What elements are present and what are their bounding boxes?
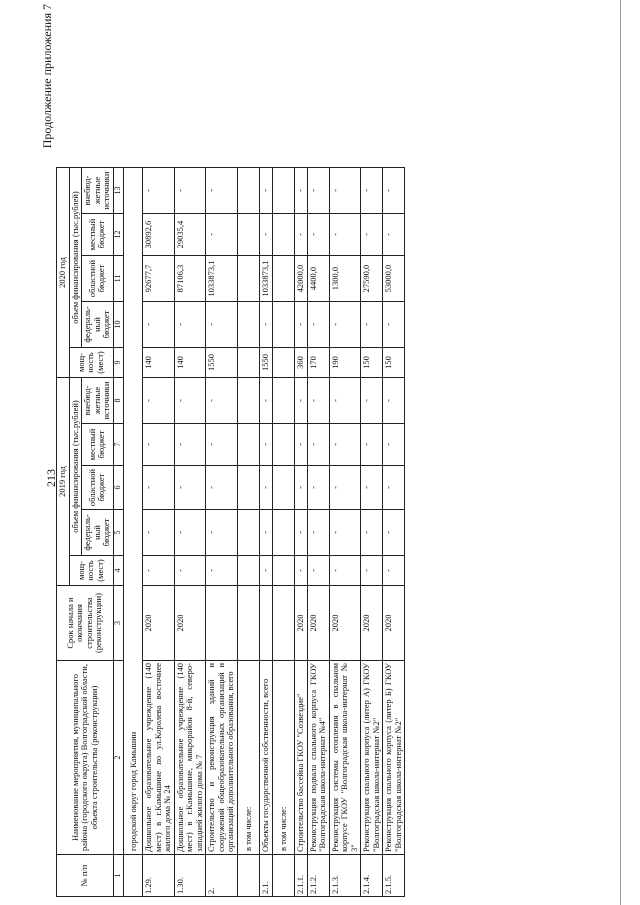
value-cell-period: 2020	[383, 586, 405, 661]
value-cell-f19: -	[260, 510, 273, 556]
value-cell-l20: 29035,4	[174, 214, 206, 256]
row-number: 2.1.4.	[361, 855, 383, 897]
value-cell-l20: -	[361, 214, 383, 256]
value-cell-cap19: -	[295, 556, 308, 586]
value-cell-l20: -	[206, 214, 238, 256]
empty-cell	[272, 586, 295, 661]
value-cell-r19: -	[295, 466, 308, 510]
empty-cell	[272, 256, 295, 302]
value-cell-e20: -	[329, 168, 361, 214]
header-no: № п/п	[57, 855, 114, 897]
value-cell-e19: -	[383, 378, 405, 424]
header-year-2019: 2019 год	[57, 378, 70, 586]
header-regional-2020: областной бюджет	[82, 256, 114, 302]
value-cell-cap19: -	[143, 556, 175, 586]
value-cell-period: 2020	[295, 586, 308, 661]
value-cell-r20: 27590,0	[361, 256, 383, 302]
value-cell-e20: -	[143, 168, 175, 214]
empty-cell	[237, 586, 260, 661]
value-cell-period	[206, 586, 238, 661]
header-regional-2019: областной бюджет	[82, 466, 114, 510]
empty-cell	[237, 466, 260, 510]
value-cell-l20: -	[307, 214, 329, 256]
value-cell-e20: -	[260, 168, 273, 214]
continuation-heading: Продолжение приложения 7	[40, 4, 54, 149]
value-cell-e20: -	[206, 168, 238, 214]
empty-cell	[237, 214, 260, 256]
empty-cell	[272, 168, 295, 214]
value-cell-r19: -	[260, 466, 273, 510]
value-cell-cap20: 170	[307, 348, 329, 378]
value-cell-cap19: -	[206, 556, 238, 586]
table-row	[174, 168, 206, 897]
value-cell-cap20: 150	[383, 348, 405, 378]
row-number: 1.30.	[174, 855, 206, 897]
value-cell-l20: 30892,6	[143, 214, 175, 256]
object-name: Реконструкция системы отопления в спальном корпусе ГКОУ "Волгоградская школа-интернат № 3"	[329, 661, 361, 855]
value-cell-cap19: -	[329, 556, 361, 586]
value-cell-f20: -	[361, 302, 383, 348]
value-cell-r19: -	[174, 466, 206, 510]
row-number: 2.1.3.	[329, 855, 361, 897]
table-body	[123, 168, 405, 897]
value-cell-cap19: -	[383, 556, 405, 586]
header-extra-2019: внебюд-жетные источники	[82, 378, 114, 424]
table-row	[143, 168, 175, 897]
value-cell-e19: -	[307, 378, 329, 424]
value-cell-period: 2020	[307, 586, 329, 661]
header-financing-2019: объем финансирования (тыс.рублей)	[69, 378, 82, 556]
header-financing-2020: объем финансирования (тыс.рублей)	[69, 168, 82, 348]
value-cell-r20: 92677,7	[143, 256, 175, 302]
subheading-label: в том числе:	[272, 661, 295, 855]
empty-cell	[237, 510, 260, 556]
value-cell-e20: -	[174, 168, 206, 214]
page-number: 213	[44, 469, 58, 487]
column-index-cell: 5	[113, 510, 123, 556]
column-index-cell: 13	[113, 168, 123, 214]
value-cell-cap19: -	[361, 556, 383, 586]
value-cell-f19: -	[295, 510, 308, 556]
value-cell-e19: -	[206, 378, 238, 424]
value-cell-l20: -	[383, 214, 405, 256]
empty-cell	[272, 378, 295, 424]
column-index-cell: 4	[113, 556, 123, 586]
object-name: Объекты государственной собственности, всего	[260, 661, 273, 855]
value-cell-cap20: 1550	[206, 348, 238, 378]
value-cell-cap20: 360	[295, 348, 308, 378]
page-edge-rule	[620, 0, 621, 905]
value-cell-f20: -	[329, 302, 361, 348]
row-number-cell	[237, 855, 260, 897]
value-cell-e20: -	[361, 168, 383, 214]
empty-cell	[272, 348, 295, 378]
empty-cell	[237, 256, 260, 302]
table-row	[307, 168, 329, 897]
value-cell-f20: -	[143, 302, 175, 348]
section-spacer-cell	[123, 855, 143, 897]
table-row	[206, 168, 238, 897]
value-cell-r19: -	[361, 466, 383, 510]
column-index-cell: 8	[113, 378, 123, 424]
value-cell-l20: -	[295, 214, 308, 256]
row-number: 2.	[206, 855, 238, 897]
column-index-cell: 12	[113, 214, 123, 256]
object-name: Дошкольное образовательное учреждение (140 мест) в г.Камышине, микрорайон 8-й, северо-западней жилого дома № 7	[174, 661, 206, 855]
value-cell-l19: -	[174, 424, 206, 466]
value-cell-l19: -	[295, 424, 308, 466]
column-index-cell: 1	[113, 855, 123, 897]
empty-cell	[237, 424, 260, 466]
value-cell-f19: -	[329, 510, 361, 556]
value-cell-period: 2020	[361, 586, 383, 661]
value-cell-l19: -	[206, 424, 238, 466]
column-index-cell: 10	[113, 302, 123, 348]
empty-cell	[272, 214, 295, 256]
value-cell-period	[260, 586, 273, 661]
value-cell-l19: -	[361, 424, 383, 466]
value-cell-f20: -	[383, 302, 405, 348]
value-cell-f20: -	[295, 302, 308, 348]
value-cell-cap20: 1550	[260, 348, 273, 378]
header-local-2020: местный бюджет	[82, 214, 114, 256]
value-cell-e20: -	[383, 168, 405, 214]
table-row	[383, 168, 405, 897]
value-cell-f19: -	[383, 510, 405, 556]
value-cell-l20: -	[329, 214, 361, 256]
row-number: 2.1.2.	[307, 855, 329, 897]
table-row	[260, 168, 273, 897]
column-index-cell: 6	[113, 466, 123, 510]
value-cell-f20: -	[174, 302, 206, 348]
empty-cell	[272, 510, 295, 556]
value-cell-e20: -	[295, 168, 308, 214]
value-cell-l19: -	[329, 424, 361, 466]
value-cell-e19: -	[361, 378, 383, 424]
value-cell-f19: -	[307, 510, 329, 556]
header-name: Наименование мероприятия, муниципального района (городского округа) Волгоградской области, объекта строительства (реконструкции)	[57, 661, 114, 855]
value-cell-r19: -	[329, 466, 361, 510]
section-title: городской округ город Камышин	[123, 168, 143, 855]
value-cell-cap20: 140	[174, 348, 206, 378]
table-row	[361, 168, 383, 897]
value-cell-r20: 4400,0	[307, 256, 329, 302]
empty-cell	[237, 302, 260, 348]
value-cell-e19: -	[295, 378, 308, 424]
value-cell-r20: 87106,3	[174, 256, 206, 302]
header-capacity-2019: мощ-ность (мест)	[69, 556, 113, 586]
value-cell-e20: -	[307, 168, 329, 214]
value-cell-r20: 1033873,1	[206, 256, 238, 302]
value-cell-period: 2020	[329, 586, 361, 661]
column-index-row	[113, 168, 123, 897]
header-federal-2019: федераль-ный бюджет	[82, 510, 114, 556]
value-cell-cap19: -	[174, 556, 206, 586]
value-cell-f20: -	[260, 302, 273, 348]
row-number: 1.29.	[143, 855, 175, 897]
column-index-cell: 7	[113, 424, 123, 466]
object-name: Реконструкция спального корпуса (литер А) ГКОУ "Волгоградская школа-интернат №2"	[361, 661, 383, 855]
object-name: Реконструкция подвала спального корпуса ГКОУ "Волгоградская школа-интернат №4"	[307, 661, 329, 855]
object-name: Реконструкция спального корпуса (литер Б) ГКОУ "Волгоградская школа-интернат №2"	[383, 661, 405, 855]
value-cell-cap19: -	[307, 556, 329, 586]
object-name: Дошкольное образовательное учреждение (140 мест) в г.Камышине по ул.Королева восточнее жилого дома № 24	[143, 661, 175, 855]
value-cell-period: 2020	[143, 586, 175, 661]
value-cell-f20: -	[307, 302, 329, 348]
value-cell-r19: -	[383, 466, 405, 510]
value-cell-e19: -	[174, 378, 206, 424]
header-capacity-2020: мощ-ность (мест)	[69, 348, 113, 378]
value-cell-cap20: 150	[361, 348, 383, 378]
table-row	[295, 168, 308, 897]
value-cell-r20: 1033873,1	[260, 256, 273, 302]
value-cell-cap20: 140	[143, 348, 175, 378]
value-cell-cap19: -	[260, 556, 273, 586]
header-extra-2020: внебюд-жетные источники	[82, 168, 114, 214]
value-cell-f19: -	[143, 510, 175, 556]
object-name: Строительство и реконструкция зданий и сооружений общеобразовательных организаций и организаций дополнительного образования, всего	[206, 661, 238, 855]
column-index-cell: 11	[113, 256, 123, 302]
empty-cell	[237, 378, 260, 424]
value-cell-l19: -	[307, 424, 329, 466]
value-cell-r20: 53000,0	[383, 256, 405, 302]
financing-table	[56, 167, 405, 897]
header-local-2019: местный бюджет	[82, 424, 114, 466]
value-cell-e19: -	[260, 378, 273, 424]
header-federal-2020: федераль-ный бюджет	[82, 302, 114, 348]
subheading-label: в том числе:	[237, 661, 260, 855]
value-cell-f19: -	[174, 510, 206, 556]
value-cell-e19: -	[329, 378, 361, 424]
value-cell-l20: -	[260, 214, 273, 256]
header-year-2020: 2020 год	[57, 168, 70, 378]
object-name: Строительство бассейна ГКОУ "Созвездие"	[295, 661, 308, 855]
value-cell-r19: -	[143, 466, 175, 510]
subheading-row	[237, 168, 260, 897]
empty-cell	[237, 168, 260, 214]
column-index-cell: 3	[113, 586, 123, 661]
value-cell-f20: -	[206, 302, 238, 348]
value-cell-r19: -	[307, 466, 329, 510]
value-cell-r20: 1300,0	[329, 256, 361, 302]
header-period: Срок начала и окончания строительства (реконструкции)	[57, 586, 114, 661]
value-cell-r20: 42000,0	[295, 256, 308, 302]
section-row	[123, 168, 143, 897]
value-cell-l19: -	[260, 424, 273, 466]
row-number: 2.1.5.	[383, 855, 405, 897]
value-cell-cap20: 190	[329, 348, 361, 378]
empty-cell	[272, 424, 295, 466]
empty-cell	[272, 556, 295, 586]
row-number: 2.1.	[260, 855, 273, 897]
row-number: 2.1.1.	[295, 855, 308, 897]
value-cell-l19: -	[383, 424, 405, 466]
empty-cell	[272, 302, 295, 348]
row-number-cell	[272, 855, 295, 897]
empty-cell	[272, 466, 295, 510]
subheading-row	[272, 168, 295, 897]
value-cell-l19: -	[143, 424, 175, 466]
value-cell-e19: -	[143, 378, 175, 424]
empty-cell	[237, 556, 260, 586]
value-cell-f19: -	[206, 510, 238, 556]
value-cell-r19: -	[206, 466, 238, 510]
value-cell-period: 2020	[174, 586, 206, 661]
empty-cell	[237, 348, 260, 378]
column-index-cell: 2	[113, 661, 123, 855]
column-index-cell: 9	[113, 348, 123, 378]
table-row	[329, 168, 361, 897]
value-cell-f19: -	[361, 510, 383, 556]
